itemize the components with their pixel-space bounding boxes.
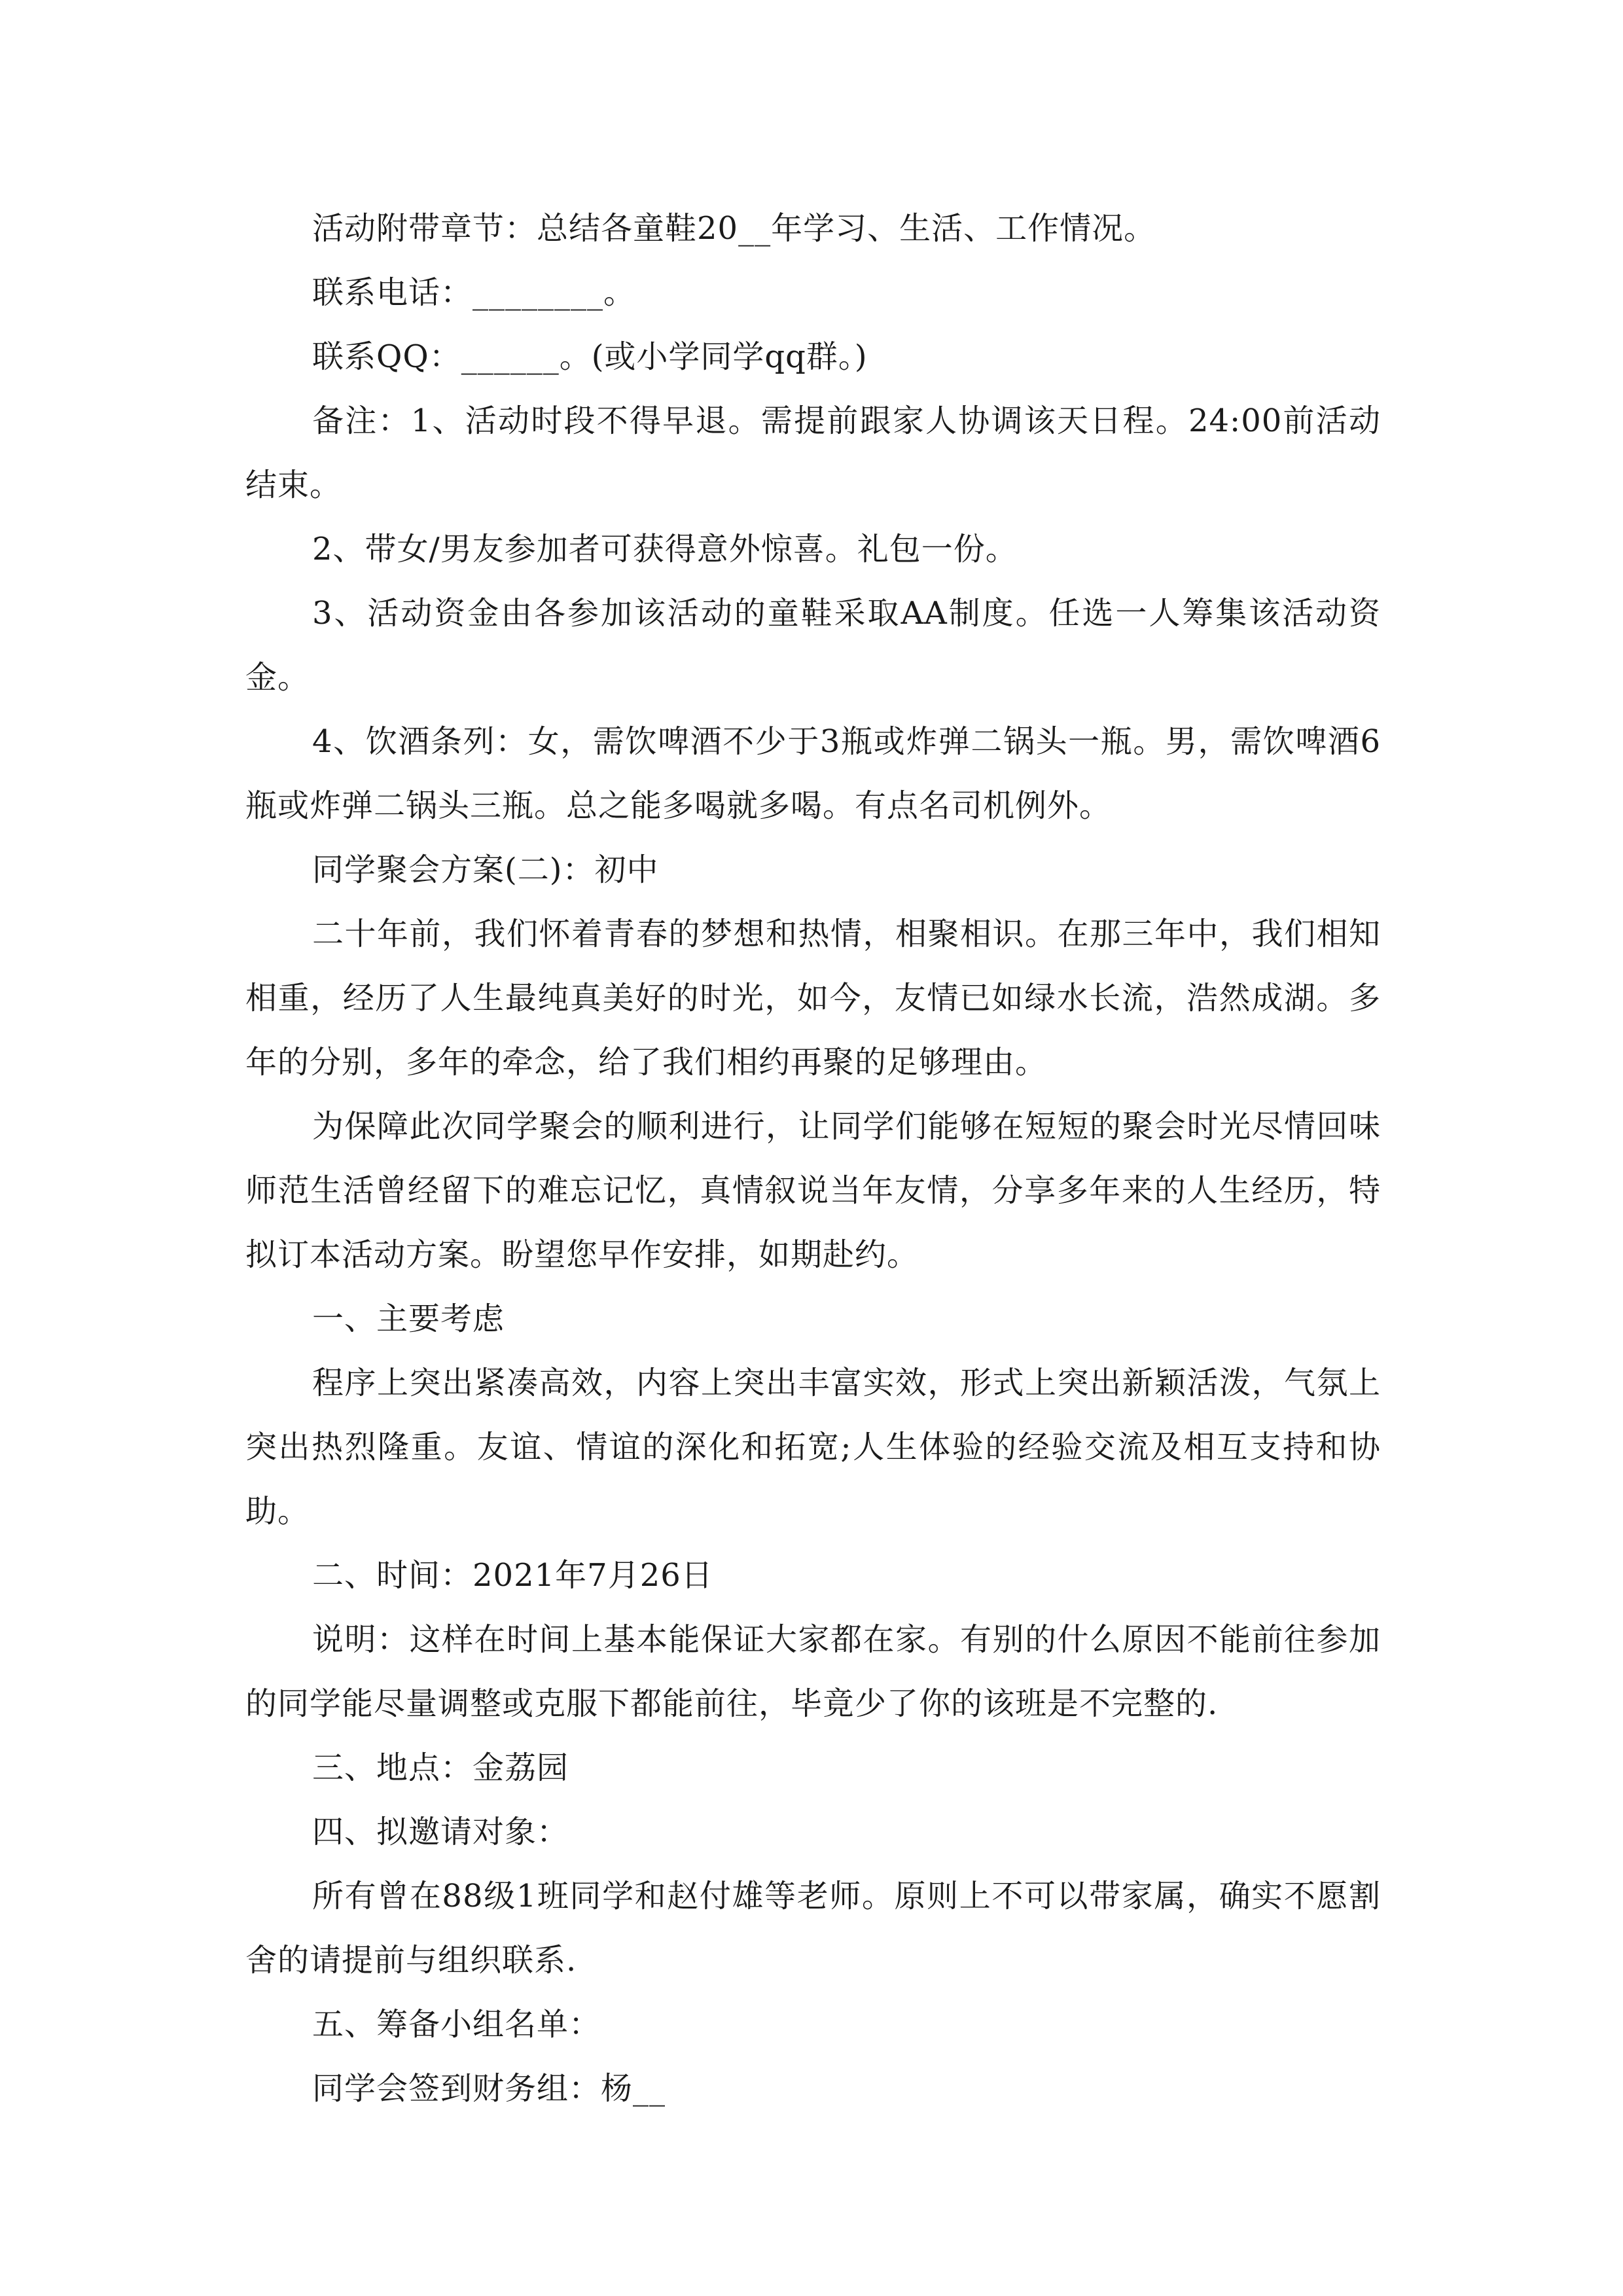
paragraph-time-explanation: 说明：这样在时间上基本能保证大家都在家。有别的什么原因不能前往参加的同学能尽量调整或克服下都能前往，毕竟少了你的该班是不完整的. (245, 1621, 1381, 1722)
document-page (245, 196, 1381, 2121)
section-heading-time: 二、时间：2021年7月26日 (312, 1557, 713, 1594)
paragraph-note-4: 4、饮酒条列：女，需饮啤酒不少于3瓶或炸弹二锅头一瓶。男，需饮啤酒6瓶或炸弹二锅头三瓶。总之能多喝就多喝。有点名司机例外。 (245, 723, 1381, 824)
paragraph-intro: 二十年前，我们怀着青春的梦想和热情，相聚相识。在那三年中，我们相知相重，经历了人生最纯真美好的时光，如今，友情已如绿水长流，浩然成湖。多年的分别，多年的牵念，给了我们相约再聚的足够理由。 (245, 916, 1381, 1081)
paragraph-activity-section: 活动附带章节：总结各童鞋20__年学习、生活、工作情况。 (312, 210, 1156, 247)
paragraph-purpose: 为保障此次同学聚会的顺利进行，让同学们能够在短短的聚会时光尽情回味师范生活曾经留下的难忘记忆，真情叙说当年友情，分享多年来的人生经历，特拟订本活动方案。盼望您早作安排，如期赴约。 (245, 1108, 1381, 1273)
paragraph-note-1: 备注：1、活动时段不得早退。需提前跟家人协调该天日程。24:00前活动结束。 (245, 403, 1381, 503)
paragraph-contact-qq: 联系QQ：______。(或小学同学qq群。) (312, 338, 868, 375)
paragraph-committee-finance: 同学会签到财务组：杨__ (312, 2070, 666, 2107)
paragraph-note-3: 3、活动资金由各参加该活动的童鞋采取AA制度。任选一人筹集该活动资金。 (245, 595, 1381, 696)
section-heading-plan-two: 同学聚会方案(二)：初中 (312, 852, 659, 888)
section-heading-invitees: 四、拟邀请对象： (312, 1814, 569, 1850)
paragraph-contact-phone: 联系电话：________。 (312, 274, 636, 311)
section-heading-committee: 五、筹备小组名单： (312, 2006, 601, 2043)
section-heading-location: 三、地点：金荔园 (312, 1749, 569, 1786)
paragraph-note-2: 2、带女/男友参加者可获得意外惊喜。礼包一份。 (312, 531, 1018, 567)
section-heading-main-considerations: 一、主要考虑 (312, 1300, 505, 1337)
paragraph-invitees: 所有曾在88级1班同学和赵付雄等老师。原则上不可以带家属，确实不愿割舍的请提前与组织联系. (245, 1878, 1381, 1979)
paragraph-considerations: 程序上突出紧凑高效，内容上突出丰富实效，形式上突出新颖活泼，气氛上突出热烈隆重。友谊、情谊的深化和拓宽;人生体验的经验交流及相互支持和协助。 (245, 1365, 1381, 1530)
